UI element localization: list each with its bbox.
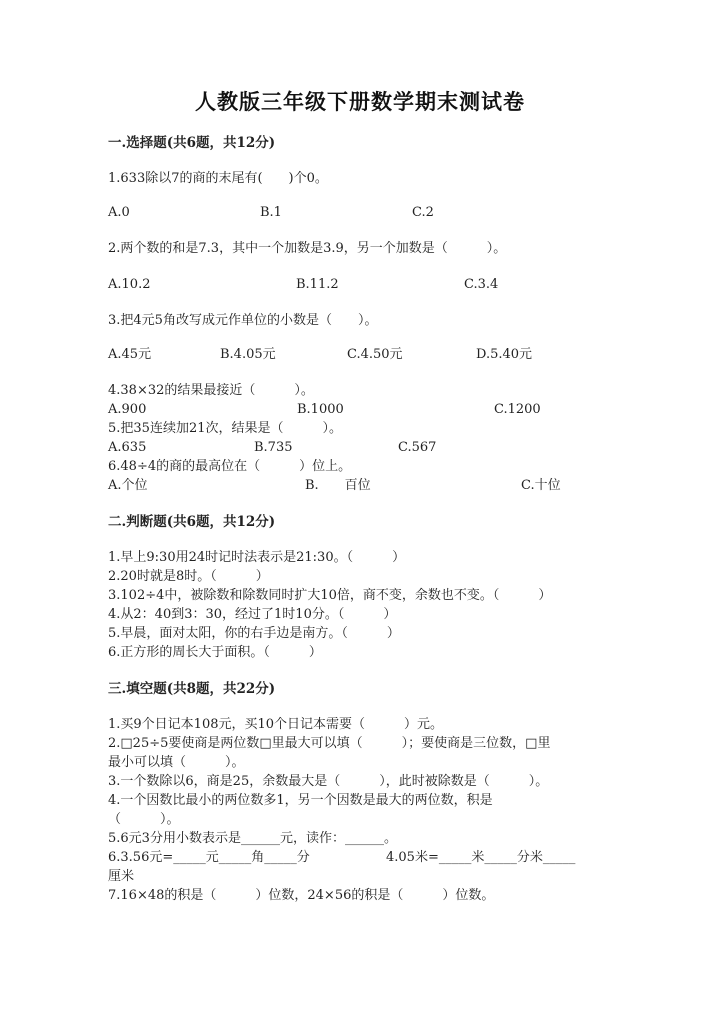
option-b: B.1000	[297, 402, 344, 417]
page-title: 人教版三年级下册数学期末测试卷	[195, 89, 525, 114]
fill-item: 1.买9个日记本108元，买10个日记本需要（ ）元。	[108, 717, 444, 732]
judgment-item: 4.从2：40到3：30，经过了1时10分。（ ）	[108, 607, 397, 622]
option-b: B.4.05元	[220, 347, 276, 362]
question-2: 2.两个数的和是7.3，其中一个加数是3.9，另一个加数是（ ）。	[108, 241, 507, 256]
option-b: B.11.2	[296, 277, 339, 292]
option-b: B. 百位	[305, 478, 371, 493]
option-a: A.0	[108, 205, 130, 220]
option-c: C.十位	[521, 478, 561, 493]
judgment-item: 3.102÷4中，被除数和除数同时扩大10倍，商不变，余数也不变。（ ）	[108, 588, 552, 603]
judgment-item: 5.早晨，面对太阳，你的右手边是南方。（ ）	[108, 626, 400, 641]
fill-item: 5.6元3分用小数表示是______元，读作：______。	[108, 831, 397, 846]
option-c: C.567	[398, 440, 437, 455]
option-a: A.900	[108, 402, 147, 417]
judgment-item: 2.20时就是8时。（ ）	[108, 569, 269, 584]
question-5: 5.把35连续加21次，结果是（ ）。	[108, 421, 342, 436]
fill-item: 4.一个因数比最小的两位数多1，另一个因数是最大的两位数，积是	[108, 793, 493, 808]
fill-item: 2.□25÷5要使商是两位数□里最大可以填（ ）；要使商是三位数，□里	[108, 736, 551, 751]
judgment-item: 1.早上9:30用24时记时法表示是21:30。（ ）	[108, 550, 406, 565]
question-4: 4.38×32的结果最接近（ ）。	[108, 383, 314, 398]
option-a: A.10.2	[108, 277, 151, 292]
fill-item-continued: 厘米	[108, 869, 135, 884]
option-b: B.735	[254, 440, 293, 455]
question-3: 3.把4元5角改写成元作单位的小数是（ ）。	[108, 313, 378, 328]
option-c: C.3.4	[464, 277, 499, 292]
question-6: 6.48÷4的商的最高位在（ ）位上。	[108, 459, 352, 474]
option-a: A.635	[108, 440, 147, 455]
option-a: A.个位	[108, 478, 148, 493]
fill-item-continued: （ ）。	[108, 812, 180, 827]
fill-item-continued: 最小可以填（ ）。	[108, 755, 245, 770]
option-c: C.2	[412, 205, 434, 220]
fill-item: 7.16×48的积是（ ）位数，24×56的积是（ ）位数。	[108, 888, 495, 903]
section1-heading: 一.选择题(共6题，共12分)	[108, 135, 276, 151]
fill-item: 3.一个数除以6，商是25，余数最大是（ ），此时被除数是（ ）。	[108, 774, 549, 789]
fill-item-part: 4.05米=_____米_____分米_____	[386, 850, 576, 865]
option-a: A.45元	[108, 347, 152, 362]
option-c: C.1200	[494, 402, 541, 417]
fill-item: 6.3.56元=_____元_____角_____分	[108, 850, 310, 865]
option-c: C.4.50元	[347, 347, 403, 362]
section3-heading: 三.填空题(共8题，共22分)	[108, 681, 276, 697]
option-b: B.1	[260, 205, 282, 220]
judgment-item: 6.正方形的周长大于面积。（ ）	[108, 645, 322, 660]
question-1: 1.633除以7的商的末尾有( )个0。	[108, 171, 328, 186]
section2-heading: 二.判断题(共6题，共12分)	[108, 514, 276, 530]
option-d: D.5.40元	[476, 347, 533, 362]
